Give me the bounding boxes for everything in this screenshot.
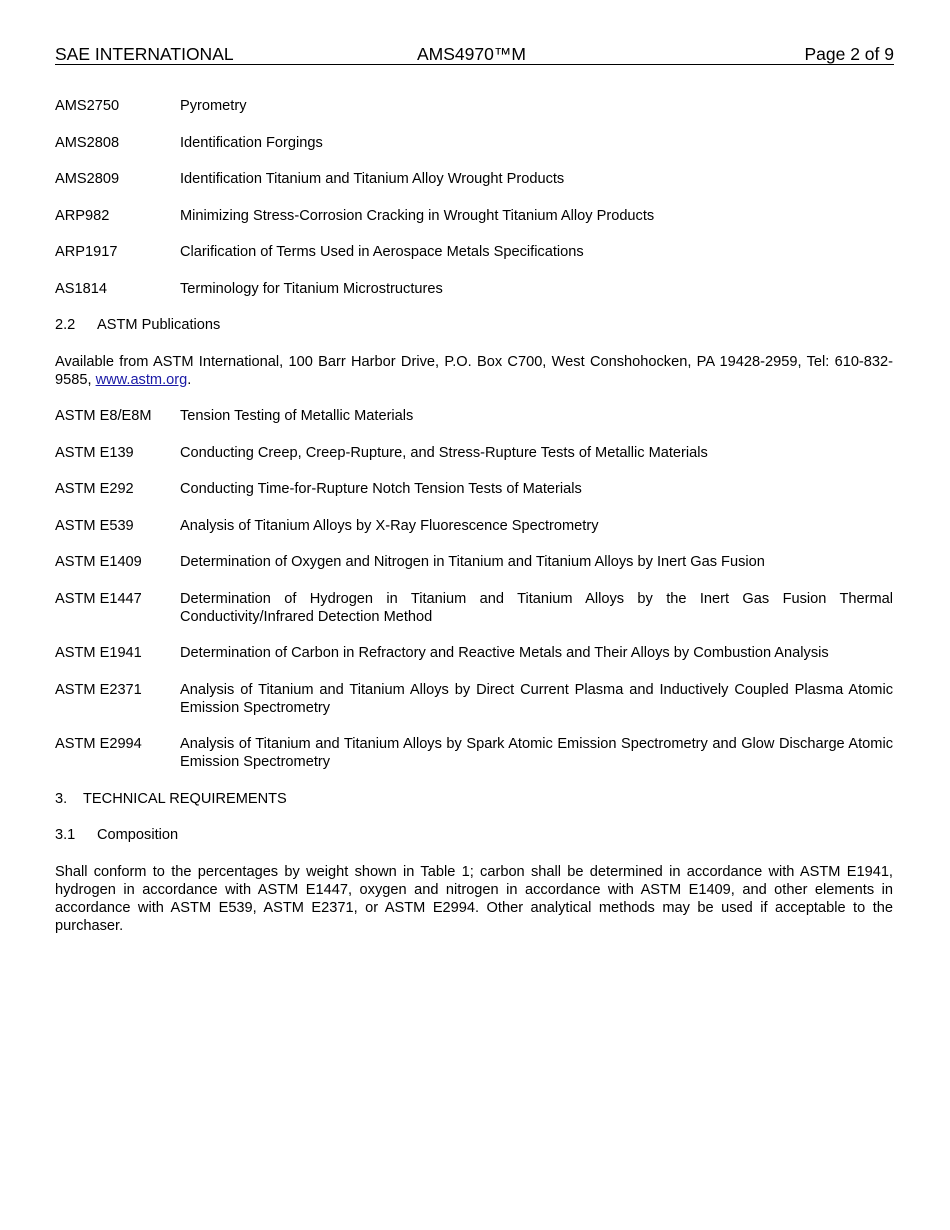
reference-code: ASTM E292 [55,481,134,497]
reference-title: Terminology for Titanium Microstructures [180,280,443,297]
reference-row [55,97,893,115]
reference-code: AMS2750 [55,98,120,114]
reference-title: Analysis of Titanium Alloys by X-Ray Fluorescence Spectrometry [180,517,599,534]
reference-code: ASTM E1941 [55,645,142,661]
reference-title: Identification Titanium and Titanium Alloy Wrought Products [180,171,565,187]
reference-title: Pyrometry [180,98,247,114]
reference-row [55,553,893,571]
reference-row [55,243,893,261]
reference-title: Clarification of Terms Used in Aerospace Metals Specifications [180,244,584,260]
reference-code: AMS2808 [55,134,120,151]
reference-title: Identification Forgings [180,134,323,151]
reference-title: Conducting Time-for-Rupture Notch Tension Tests of Materials [180,481,582,497]
reference-code: AS1814 [55,280,107,297]
astm-website-link[interactable]: www.astm.org [95,371,188,388]
reference-row [55,590,893,626]
reference-row [55,170,893,188]
availability-end: . [187,371,192,388]
reference-title: Determination of Hydrogen in Titanium and Titanium Alloys by the Inert Gas Fusion Thermal Conductivity/Infrared Detection Method [180,590,893,625]
reference-row [55,681,893,717]
header-doc-number: AMS4970™M [417,44,526,64]
section-heading-technical-requirements [55,790,893,808]
document-body [55,97,893,953]
reference-code: ASTM E2371 [55,681,142,698]
section-heading-astm [55,316,893,334]
reference-title: Determination of Carbon in Refractory and Reactive Metals and Their Alloys by Combustion Analysis [180,645,829,661]
header-page-number: Page 2 of 9 [804,44,894,64]
section-number: 3. [55,790,68,807]
reference-code: ARP982 [55,207,110,224]
reference-row [55,407,893,425]
reference-row [55,280,893,298]
reference-title: Conducting Creep, Creep-Rupture, and Stress-Rupture Tests of Metallic Materials [180,444,708,461]
header-org: SAE INTERNATIONAL [55,44,234,64]
reference-row [55,644,893,662]
reference-title: Analysis of Titanium and Titanium Alloys by Direct Current Plasma and Inductively Coupled Plasma Atomic Emission Spectrometry [180,681,893,716]
reference-code: AMS2809 [55,171,120,187]
section-number: 2.2 [55,317,76,333]
reference-title: Analysis of Titanium and Titanium Alloys by Spark Atomic Emission Spectrometry and Glow Discharge Atomic Emission Spectrometry [180,736,893,770]
section-title: TECHNICAL REQUIREMENTS [83,790,287,807]
section-number: 3.1 [55,827,76,843]
reference-row [55,735,893,771]
page-header [55,44,894,65]
section-title: ASTM Publications [97,317,221,333]
availability-text: Available from ASTM International, 100 Barr Harbor Drive, P.O. Box C700, West Conshohocken, PA 19428-2959, Tel: 610-832-9585, [55,353,893,388]
reference-title: Determination of Oxygen and Nitrogen in Titanium and Titanium Alloys by Inert Gas Fusion [180,554,765,570]
reference-code: ASTM E139 [55,444,134,461]
reference-code: ARP1917 [55,244,118,260]
reference-code: ASTM E2994 [55,736,142,752]
reference-row [55,444,893,462]
reference-row [55,480,893,498]
reference-code: ASTM E1409 [55,554,142,570]
reference-title: Tension Testing of Metallic Materials [180,408,414,424]
reference-title: Minimizing Stress-Corrosion Cracking in Wrought Titanium Alloy Products [180,207,655,224]
astm-availability-paragraph [55,353,893,389]
section-heading-composition [55,826,893,844]
reference-code: ASTM E1447 [55,590,142,607]
composition-paragraph: Shall conform to the percentages by weight shown in Table 1; carbon shall be determined in accordance with ASTM E1941, hydrogen in accordance with ASTM E1447, oxygen and nitrogen in accordance with ASTM E1409, and other elements in accordance with ASTM E539, ASTM E2371, or ASTM E2994. Other analytical methods may be used if acceptable to the purchaser. [55,863,893,934]
reference-row [55,134,893,152]
reference-row [55,517,893,535]
reference-code: ASTM E8/E8M [55,408,152,424]
section-title: Composition [97,827,179,843]
reference-code: ASTM E539 [55,517,134,534]
reference-row [55,207,893,225]
